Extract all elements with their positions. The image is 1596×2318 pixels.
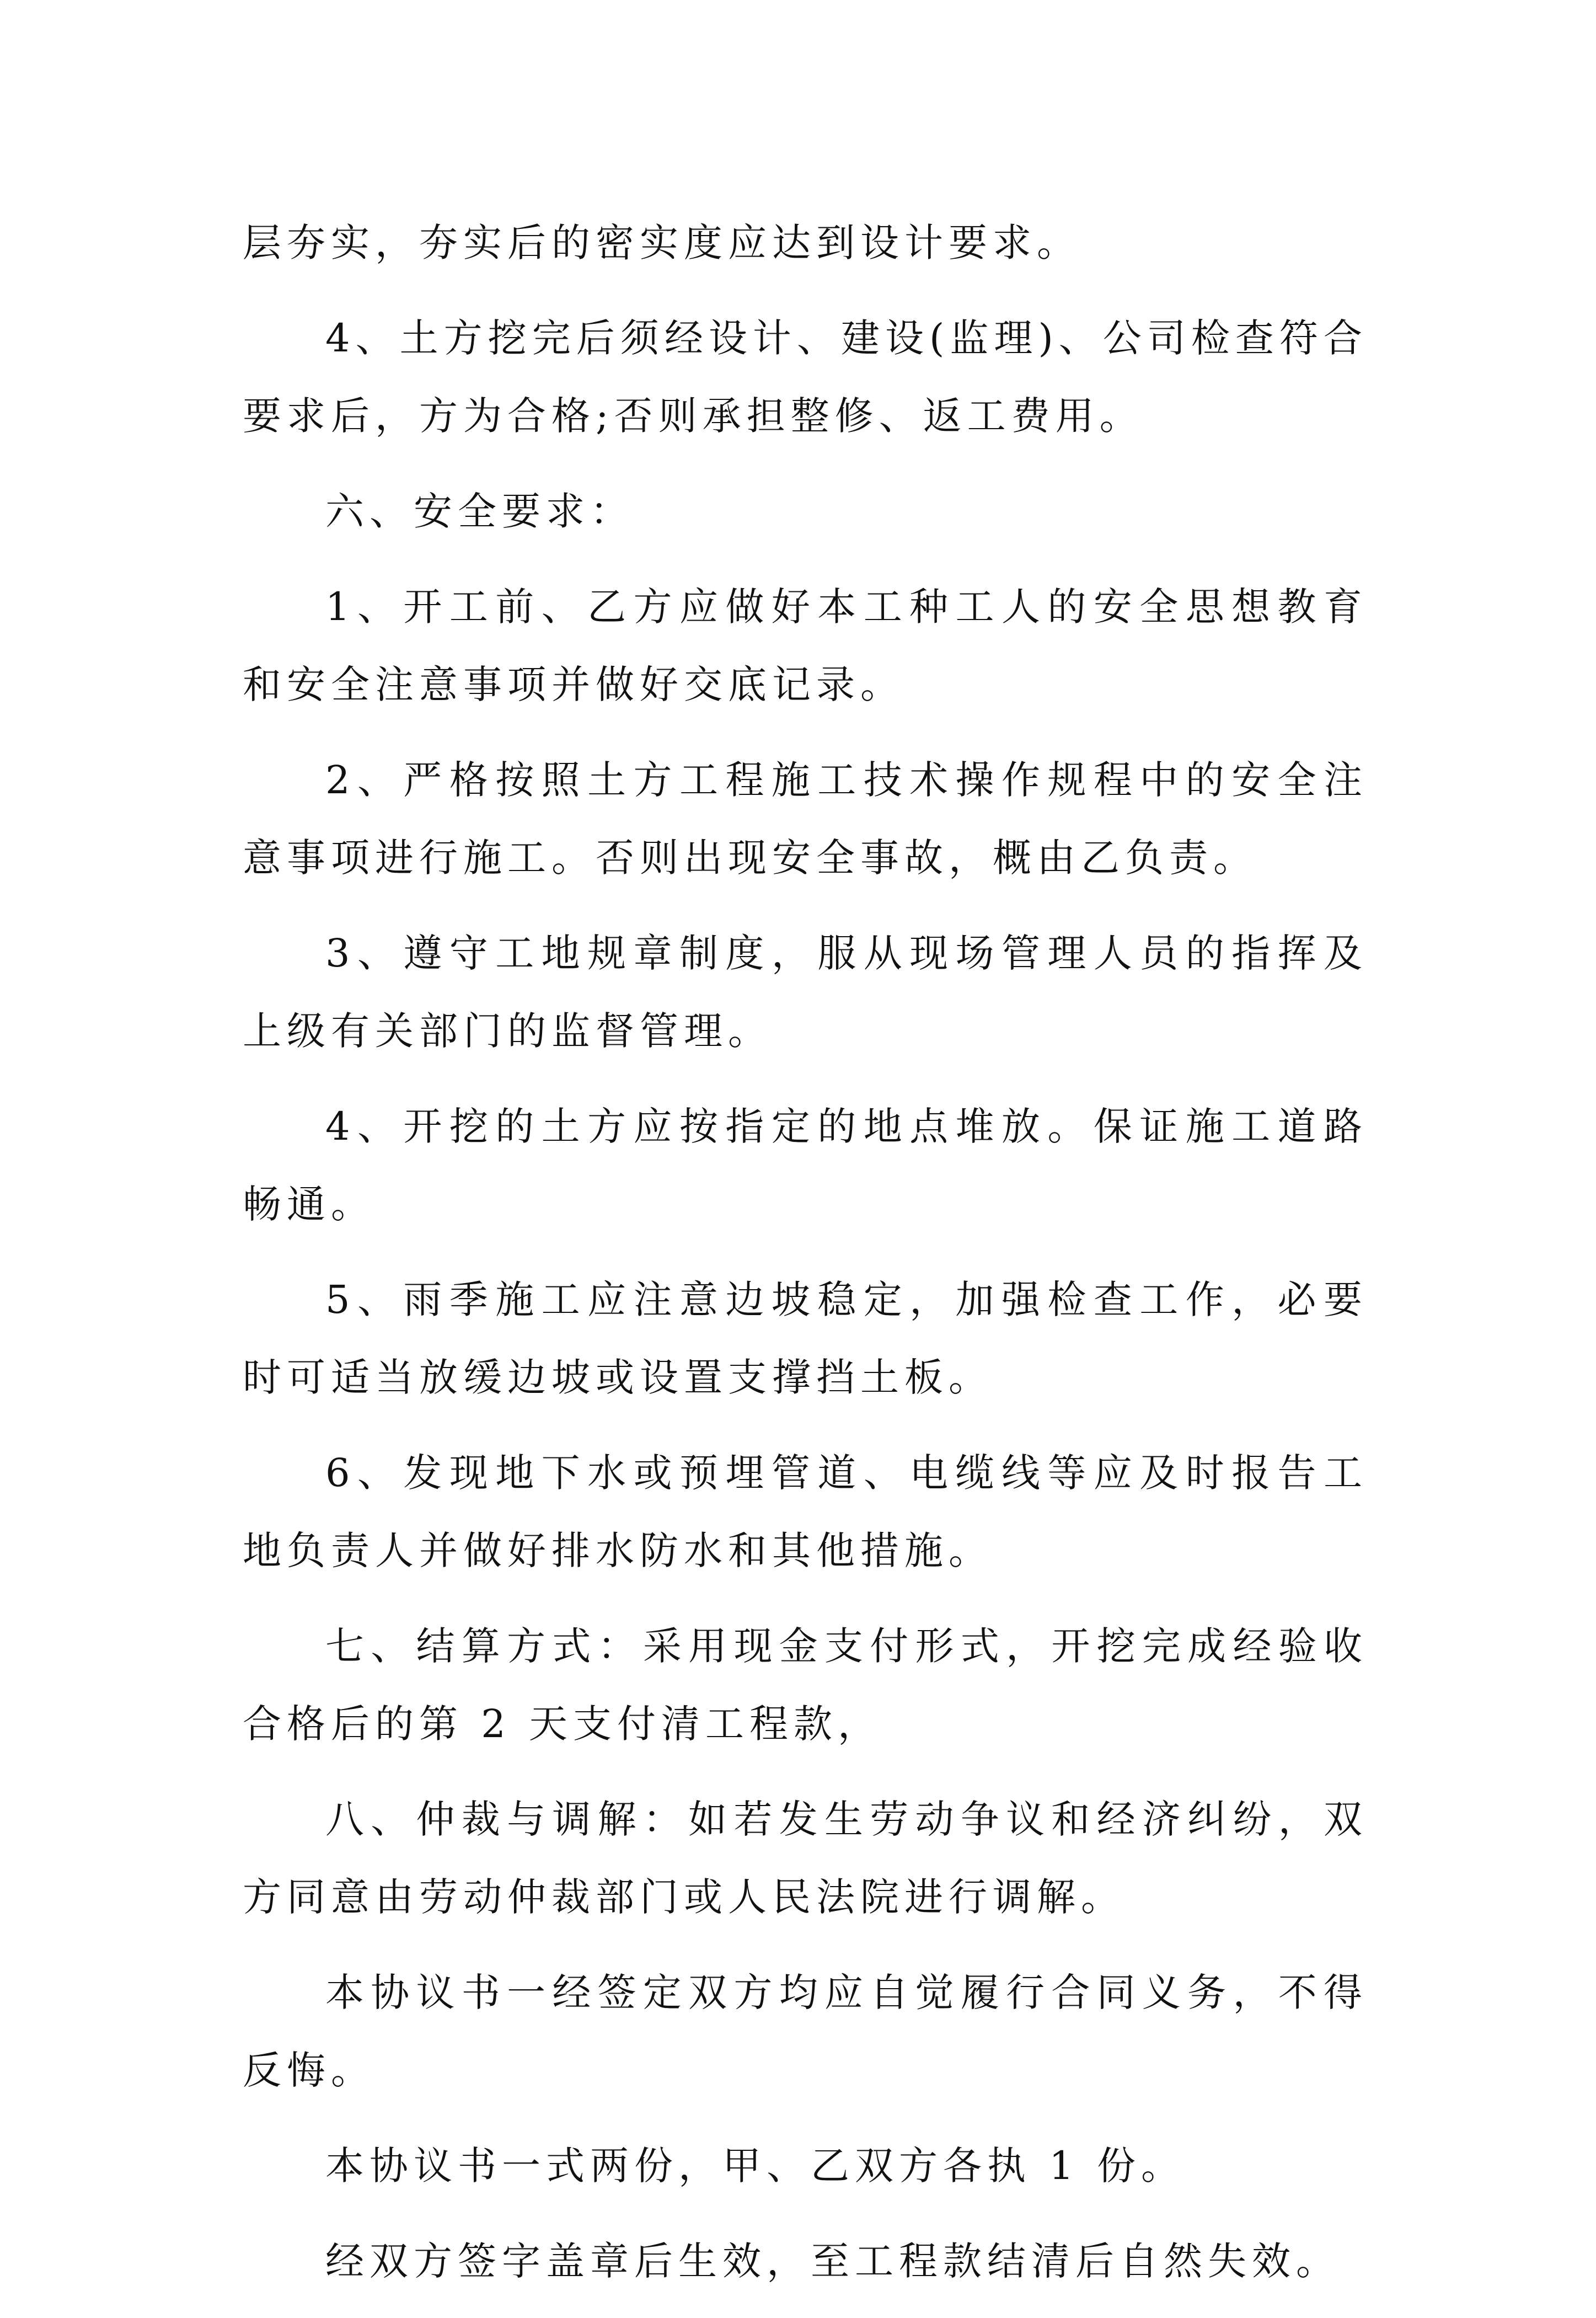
paragraph-safety-4: 4、开挖的土方应按指定的地点堆放。保证施工道路畅通。 [243,1104,1368,1227]
paragraph-copies: 本协议书一式两份，甲、乙双方各执 1 份。 [325,2143,1186,2188]
paragraph-safety-3: 3、遵守工地规章制度，服从现场管理人员的指挥及上级有关部门的监督管理。 [243,931,1368,1054]
document-body [243,204,1368,2318]
section-arbitration: 八、仲裁与调解：如若发生劳动争议和经济纠纷，双方同意由劳动仲裁部门或人民法院进行调解。 [243,1797,1368,1920]
section-heading-safety: 六、安全要求： [325,489,634,534]
section-settlement: 七、结算方式：采用现金支付形式，开挖完成经验收合格后的第 2 天支付清工程款， [243,1623,1368,1746]
paragraph-safety-1: 1、开工前、乙方应做好本工种工人的安全思想教育和安全注意事项并做好交底记录。 [243,584,1368,707]
paragraph-item-4-inspection: 4、土方挖完后须经设计、建设(监理)、公司检查符合要求后，方为合格;否则承担整修、返工费用。 [243,316,1368,439]
paragraph-safety-2: 2、严格按照土方工程施工技术操作规程中的安全注意事项进行施工。否则出现安全事故，概由乙负责。 [243,757,1368,880]
paragraph-safety-5: 5、雨季施工应注意边坡稳定，加强检查工作，必要时可适当放缓边坡或设置支撑挡土板。 [243,1277,1368,1400]
paragraph-continuation: 层夯实，夯实后的密实度应达到设计要求。 [243,220,1081,265]
paragraph-safety-6: 6、发现地下水或预埋管道、电缆线等应及时报告工地负责人并做好排水防水和其他措施。 [243,1450,1368,1573]
paragraph-effectiveness: 经双方签字盖章后生效，至工程款结清后自然失效。 [325,2239,1340,2284]
paragraph-obligation: 本协议书一经签定双方均应自觉履行合同义务，不得反悔。 [243,1970,1368,2093]
